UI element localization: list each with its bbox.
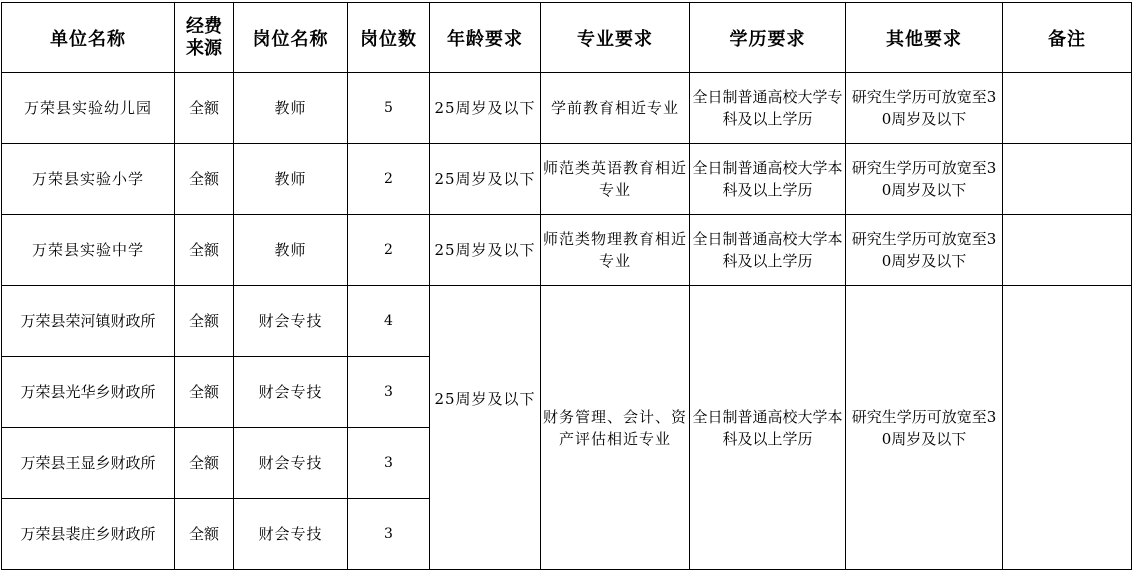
table-row: [2, 73, 1132, 144]
recruitment-table: [1, 2, 1132, 570]
cell-funding: 全额: [175, 428, 234, 499]
cell-unit: 万荣县王显乡财政所: [2, 428, 175, 499]
cell-count: 3: [348, 428, 430, 499]
merged-other: [846, 286, 1003, 570]
cell-funding: 全额: [175, 144, 234, 215]
table-row: [2, 215, 1132, 286]
merged-age: [430, 286, 541, 570]
cell-other-text: 研究生学历可放宽至30周岁及以下: [851, 88, 997, 128]
cell-major-text: 学前教育相近专业: [550, 99, 679, 117]
merged-age-text: 25周岁及以下: [434, 389, 536, 408]
cell-major-text: 师范类物理教育相近专业: [543, 230, 688, 270]
cell-other: [846, 73, 1003, 144]
cell-funding: 全额: [175, 286, 234, 357]
header-row: [2, 3, 1132, 73]
header-position-count: 岗位数: [348, 3, 430, 73]
cell-funding: 全额: [175, 357, 234, 428]
cell-major-text: 师范类英语教育相近专业: [543, 159, 688, 199]
cell-major: [541, 73, 690, 144]
cell-position: 财会专技: [234, 428, 348, 499]
cell-unit: 万荣县实验小学: [2, 144, 175, 215]
cell-major: [541, 144, 690, 215]
merged-major: [541, 286, 690, 570]
header-funding-line2: 来源: [186, 37, 222, 59]
cell-unit: 万荣县实验中学: [2, 215, 175, 286]
merged-other-text: 研究生学历可放宽至30周岁及以下: [851, 407, 997, 448]
cell-count: 2: [348, 215, 430, 286]
cell-remark: [1003, 144, 1132, 215]
cell-funding: 全额: [175, 73, 234, 144]
header-other-requirement: 其他要求: [846, 3, 1003, 73]
cell-position: 教师: [234, 144, 348, 215]
cell-unit: 万荣县荣河镇财政所: [2, 286, 175, 357]
cell-other: [846, 144, 1003, 215]
cell-education: [690, 215, 846, 286]
cell-count: 3: [348, 499, 430, 570]
header-age-requirement: 年龄要求: [430, 3, 541, 73]
cell-major: [541, 215, 690, 286]
cell-count: 5: [348, 73, 430, 144]
cell-other-text: 研究生学历可放宽至30周岁及以下: [851, 230, 997, 270]
header-unit-name: 单位名称: [2, 3, 175, 73]
cell-position: 财会专技: [234, 286, 348, 357]
merged-major-text: 财务管理、会计、资产评估相近专业: [543, 407, 688, 448]
merged-education-text: 全日制普通高校大学本科及以上学历: [692, 407, 843, 448]
cell-education: [690, 73, 846, 144]
cell-age-text: 25周岁及以下: [434, 99, 536, 117]
cell-other: [846, 215, 1003, 286]
cell-age: [430, 144, 541, 215]
header-funding-source: [175, 3, 234, 73]
table-row: [2, 286, 1132, 357]
cell-position: 财会专技: [234, 499, 348, 570]
cell-age-text: 25周岁及以下: [434, 241, 536, 259]
cell-unit: 万荣县裴庄乡财政所: [2, 499, 175, 570]
cell-count: 3: [348, 357, 430, 428]
cell-count: 4: [348, 286, 430, 357]
header-funding-line1: 经费: [186, 15, 222, 37]
header-education-requirement: 学历要求: [690, 3, 846, 73]
cell-position: 财会专技: [234, 357, 348, 428]
cell-position: 教师: [234, 215, 348, 286]
cell-remark: [1003, 73, 1132, 144]
cell-age: [430, 73, 541, 144]
cell-remark: [1003, 215, 1132, 286]
cell-education-text: 全日制普通高校大学本科及以上学历: [692, 230, 843, 270]
merged-remark: [1003, 286, 1132, 570]
cell-education: [690, 144, 846, 215]
cell-unit: 万荣县光华乡财政所: [2, 357, 175, 428]
cell-position: 教师: [234, 73, 348, 144]
cell-count: 2: [348, 144, 430, 215]
header-major-requirement: 专业要求: [541, 3, 690, 73]
cell-education-text: 全日制普通高校大学专科及以上学历: [692, 88, 843, 128]
cell-education-text: 全日制普通高校大学本科及以上学历: [692, 159, 843, 199]
header-remark: 备注: [1003, 3, 1132, 73]
cell-unit: 万荣县实验幼儿园: [2, 73, 175, 144]
cell-age-text: 25周岁及以下: [434, 170, 536, 188]
table-row: [2, 144, 1132, 215]
cell-funding: 全额: [175, 215, 234, 286]
merged-education: [690, 286, 846, 570]
cell-funding: 全额: [175, 499, 234, 570]
cell-age: [430, 215, 541, 286]
header-position-name: 岗位名称: [234, 3, 348, 73]
cell-other-text: 研究生学历可放宽至30周岁及以下: [851, 159, 997, 199]
